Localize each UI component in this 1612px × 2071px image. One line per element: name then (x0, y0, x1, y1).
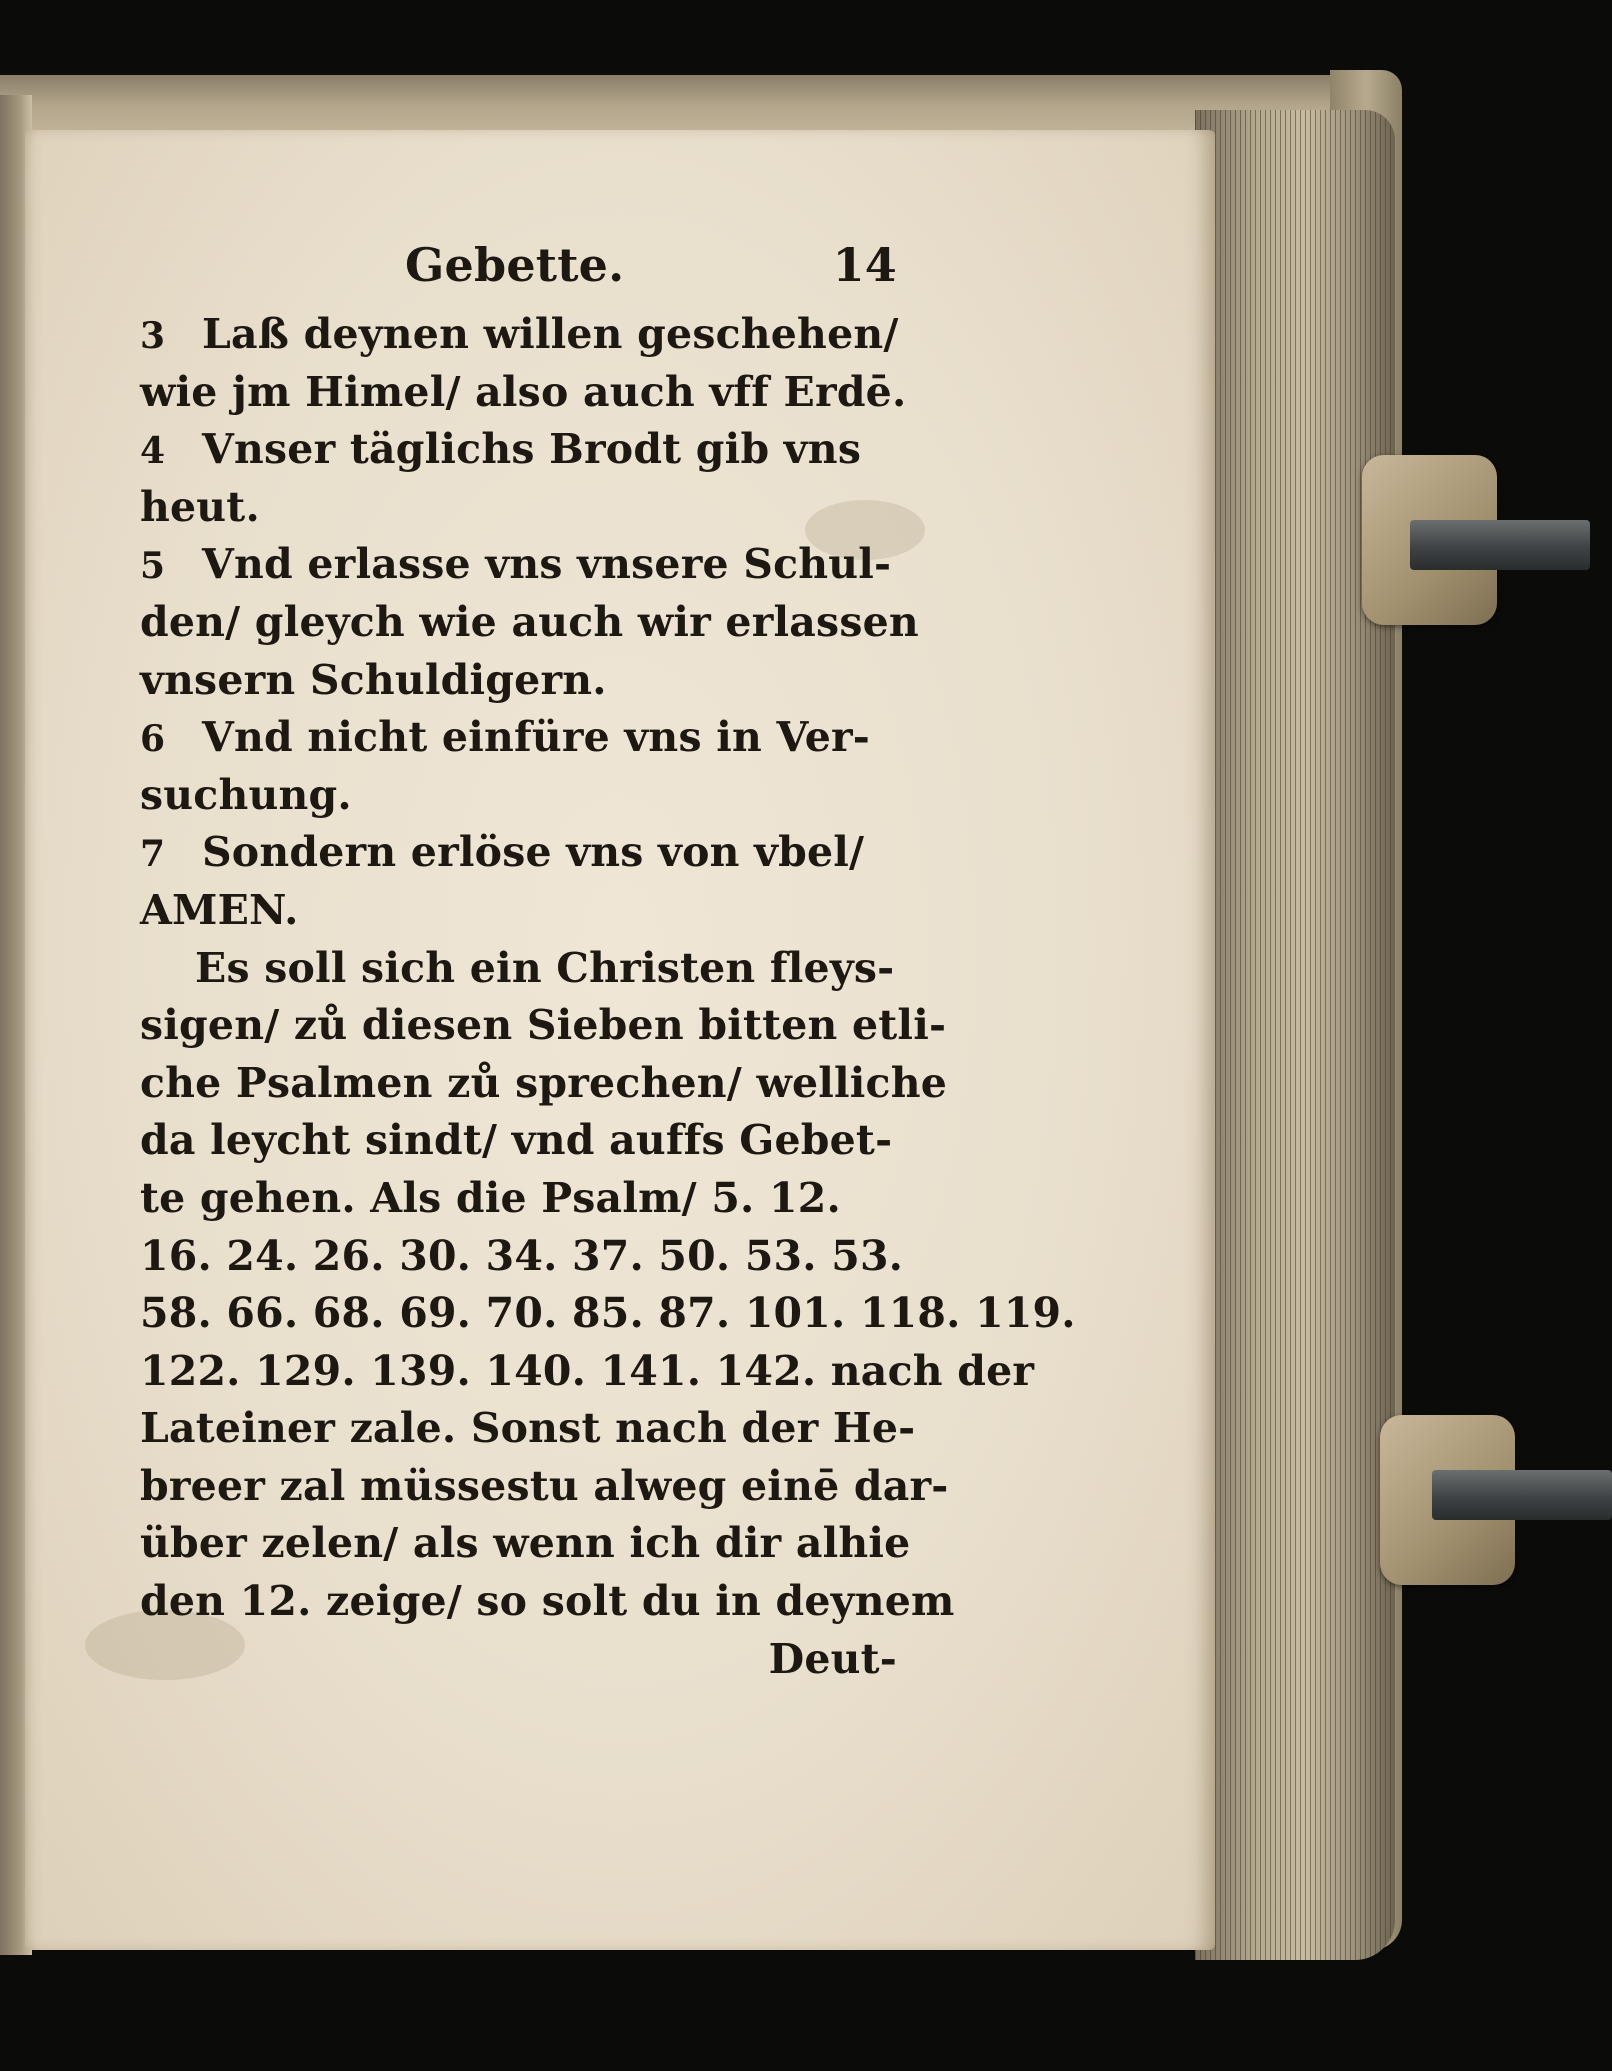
line-text: 58. 66. 68. 69. 70. 85. 87. 101. 118. 119. (140, 1289, 1076, 1338)
verse-number: 7 (140, 833, 166, 876)
verse-number: 5 (140, 545, 166, 588)
line-text: den 12. zeige/ so solt du in deynem (140, 1577, 955, 1626)
text-line (140, 882, 902, 940)
page-stack-fore-edge (1195, 110, 1395, 1960)
line-text: heut. (140, 482, 260, 531)
line-text: vnsern Schuldigern. (140, 655, 607, 704)
line-text: den/ gleych wie auch wir erlassen (140, 597, 919, 646)
line-text: da leycht sindt/ vnd auffs Gebet- (140, 1116, 893, 1165)
text-line (140, 1400, 916, 1458)
text-line (140, 1170, 902, 1228)
verse-number: 6 (140, 718, 166, 761)
line-text: über zelen/ als wenn ich dir alhie (140, 1519, 911, 1568)
text-line (140, 997, 947, 1055)
catchword: Deut- (768, 1634, 897, 1683)
verse-number: 3 (140, 315, 166, 357)
line-text: Lateiner zale. Sonst nach der He- (140, 1404, 916, 1453)
line-text: Vnd nicht einfüre vns in Ver- (202, 713, 871, 762)
lower-clasp-pin (1432, 1470, 1612, 1520)
page-text-block (140, 238, 1076, 1688)
upper-clasp-pin (1410, 520, 1590, 570)
line-text: 16. 24. 26. 30. 34. 37. 50. 53. 53. (140, 1231, 904, 1280)
text-line (140, 652, 902, 710)
text-line (140, 1515, 911, 1573)
text-line (140, 364, 907, 422)
line-text: suchung. (140, 770, 352, 819)
text-line (140, 479, 902, 537)
page-number: 14 (832, 238, 897, 292)
text-line (140, 536, 902, 594)
line-text: AMEN. (140, 885, 299, 934)
page-header (140, 238, 902, 306)
line-text: wie jm Himel/ also auch vff Erdē. (140, 367, 907, 416)
verse-number: 4 (140, 430, 166, 473)
text-line (140, 709, 902, 767)
text-line (140, 824, 902, 882)
text-line (140, 1573, 955, 1631)
text-line (140, 1285, 1076, 1343)
line-text: che Psalmen zů sprechen/ welliche (140, 1058, 948, 1107)
line-text: sigen/ zů diesen Sieben bitten etli- (140, 1001, 947, 1050)
text-line (140, 421, 902, 479)
line-text: Es soll sich ein Christen fleys- (195, 943, 895, 992)
line-text: Vnser täglichs Brodt gib vns (202, 425, 862, 474)
text-line (140, 1458, 949, 1516)
line-text: Vnd erlasse vns vnsere Schul- (202, 540, 892, 589)
text-line (140, 1055, 948, 1113)
text-line (140, 940, 902, 998)
text-line (140, 1343, 1035, 1401)
text-line (140, 1112, 902, 1170)
line-text: Sondern erlöse vns von vbel/ (202, 828, 865, 877)
line-text: breer zal müssestu alweg einē dar- (140, 1461, 949, 1510)
text-line (140, 767, 902, 825)
text-lines (140, 306, 1076, 1631)
text-line (140, 594, 919, 652)
line-text: 122. 129. 139. 140. 141. 142. nach der (140, 1346, 1035, 1395)
text-line (140, 1228, 902, 1286)
text-line (140, 306, 902, 364)
line-text: Laß deynen willen geschehen/ (202, 310, 899, 358)
line-text: te gehen. Als die Psalm/ 5. 12. (140, 1173, 841, 1222)
running-title: Gebette. (405, 238, 625, 292)
